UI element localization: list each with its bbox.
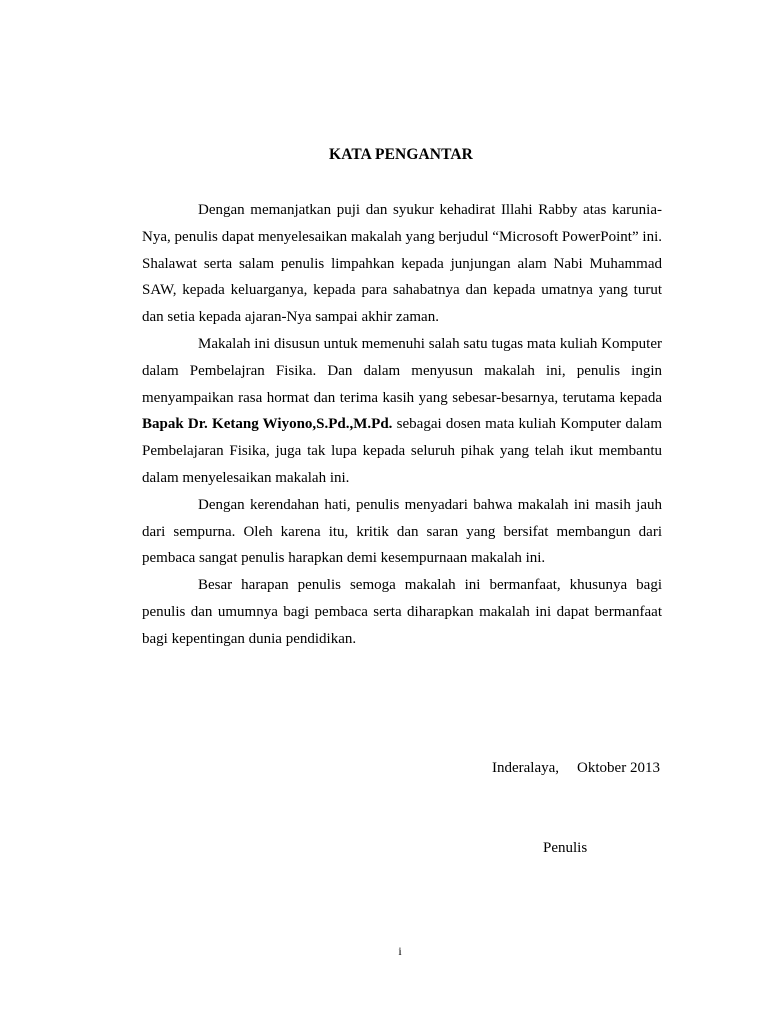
date: Oktober 2013 (577, 760, 660, 776)
page-title: KATA PENGANTAR (329, 146, 473, 163)
paragraph-2 (142, 331, 662, 492)
paragraph-4-text: Besar harapan penulis semoga makalah ini bermanfaat, khusunya bagi penulis dan umumnya bagi pembaca serta diharapkan makalah ini dapat bermanfaat bagi kepentingan dunia pendidikan. (142, 577, 662, 647)
place-date-line (492, 760, 660, 777)
author-signature: Penulis (543, 840, 588, 856)
page-number: i (398, 944, 402, 958)
paragraph-3-text: Dengan kerendahan hati, penulis menyadari bahwa makalah ini masih jauh dari sempurna. Oleh karena itu, kritik dan saran yang bersifat membangun dari pembaca sangat penulis harapkan demi kesempurnaan makalah ini. (142, 496, 662, 567)
paragraph-1 (142, 197, 662, 331)
paragraph-1-text: Dengan memanjatkan puji dan syukur kehadirat Illahi Rabby atas karunia-Nya, penulis dapat menyelesaikan makalah yang berjudul “Microsoft PowerPoint” ini. Shalawat serta salam penulis limpahkan kepada junjungan alam Nabi Muhammad SAW, kepada keluarganya, kepada para sahabatnya dan kepada umatnya yang turut dan setia kepada ajaran-Nya sampai akhir zaman. (142, 202, 662, 326)
lecturer-name: Bapak Dr. Ketang Wiyono,S.Pd.,M.Pd. (142, 416, 393, 433)
place: Inderalaya, (492, 760, 560, 776)
paragraph-2-text-start: Makalah ini disusun untuk memenuhi salah satu tugas mata kuliah Komputer dalam Pembelajran Fisika. Dan dalam menyusun makalah ini, penulis ingin menyampaikan rasa hormat dan terima kasih yang sebesar-besarnya, terutama kepada (142, 335, 662, 406)
document-body (142, 197, 662, 653)
paragraph-2-text-end: sebagai dosen mata kuliah Komputer dalam Pembelajaran Fisika, juga tak lupa kepada seluruh pihak yang telah ikut membantu dalam menyelesaikan makalah ini. (142, 416, 662, 486)
paragraph-3 (142, 492, 662, 572)
paragraph-4 (142, 572, 662, 652)
